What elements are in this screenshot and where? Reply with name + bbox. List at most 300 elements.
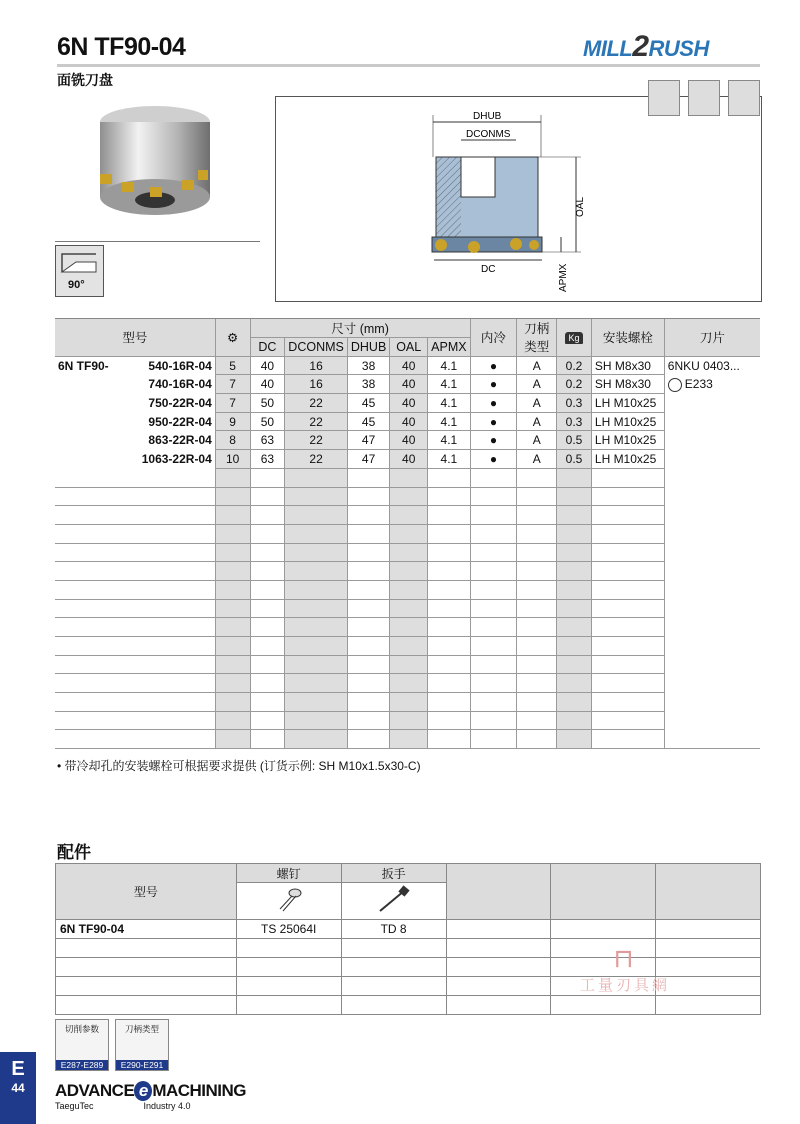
dim-label-dconms: DCONMS <box>466 129 511 140</box>
cell-apmx <box>428 580 470 599</box>
cell-oal <box>390 711 428 730</box>
dim-label-apmx: APMX <box>558 263 569 292</box>
table-row <box>55 412 760 431</box>
table-row <box>55 431 760 450</box>
cell-screw: SH M8x30 <box>591 356 664 375</box>
table-row <box>55 375 760 394</box>
cell-dc: 40 <box>250 356 285 375</box>
cell-z <box>215 730 250 749</box>
cell-dc <box>250 599 285 618</box>
cell-dc <box>250 730 285 749</box>
cell-dhub: 47 <box>347 450 389 469</box>
cell-dhub <box>347 618 389 637</box>
cell-oal <box>390 693 428 712</box>
cell-dhub <box>347 487 389 506</box>
model-prefix: 6N TF90- <box>58 358 109 373</box>
cell-screw <box>591 506 664 525</box>
cell-dc: 63 <box>250 450 285 469</box>
cell-z: 7 <box>215 394 250 413</box>
acc-screw: TS 25064I <box>236 920 341 939</box>
cell-insert <box>664 431 760 450</box>
cell-model <box>55 655 215 674</box>
cutting-data-ref: E287-E289 <box>56 1060 108 1070</box>
cell-insert <box>664 543 760 562</box>
cell-model <box>55 562 215 581</box>
cell-screw <box>591 693 664 712</box>
cell-z: 5 <box>215 356 250 375</box>
cell-z <box>215 524 250 543</box>
cell-insert <box>664 599 760 618</box>
empty-row <box>55 562 760 581</box>
cell-screw: SH M8x30 <box>591 375 664 394</box>
cell-dconms: 22 <box>285 394 348 413</box>
cell-dconms <box>285 524 348 543</box>
cell-apmx <box>428 599 470 618</box>
cell-insert <box>664 693 760 712</box>
cell-apmx <box>428 506 470 525</box>
cell-z <box>215 562 250 581</box>
weight-icon: Kg <box>565 332 582 344</box>
empty-row <box>55 711 760 730</box>
cell-insert <box>664 468 760 487</box>
cell-dconms <box>285 562 348 581</box>
cell-dhub <box>347 674 389 693</box>
cell-shank <box>517 674 557 693</box>
cell-dc <box>250 637 285 656</box>
cell-screw <box>591 543 664 562</box>
cell-apmx <box>428 655 470 674</box>
th-insert: 刀片 <box>664 319 760 357</box>
cell-screw: LH M10x25 <box>591 412 664 431</box>
watermark: ⊓ 工量刃具網 <box>580 943 671 994</box>
cell-coolant: ● <box>470 412 517 431</box>
dim-label-dhub: DHUB <box>473 111 502 122</box>
header-rule <box>57 64 760 67</box>
cell-shank <box>517 618 557 637</box>
th-apmx: APMX <box>428 338 470 357</box>
cell-apmx: 4.1 <box>428 394 470 413</box>
cell-model <box>55 693 215 712</box>
cell-apmx: 4.1 <box>428 356 470 375</box>
cell-dconms <box>285 674 348 693</box>
cell-model <box>55 394 215 413</box>
cell-dc <box>250 468 285 487</box>
angle-label: 90° <box>68 279 85 291</box>
cell-dc <box>250 524 285 543</box>
cell-oal <box>390 506 428 525</box>
cell-model <box>55 450 215 469</box>
page-title: 6N TF90-04 <box>57 33 186 61</box>
cell-coolant <box>470 543 517 562</box>
empty-row <box>55 580 760 599</box>
shank-type-link[interactable] <box>115 1019 169 1071</box>
advance-machining-logo: ADVANCE e MACHINING TaeguTec Industry 4.0 <box>55 1081 247 1111</box>
screw-icon <box>236 883 341 920</box>
cell-apmx <box>428 618 470 637</box>
model-code: 950-22R-04 <box>148 414 212 429</box>
acc-empty <box>446 920 551 939</box>
logo-sub: Industry 4.0 <box>143 1101 191 1111</box>
cell-shank <box>517 637 557 656</box>
cell-dconms <box>285 618 348 637</box>
cell-dconms <box>285 506 348 525</box>
cell-z <box>215 674 250 693</box>
cell-dconms: 16 <box>285 375 348 394</box>
empty-row <box>55 524 760 543</box>
page-number: 44 <box>11 1081 25 1095</box>
cell-dc <box>250 580 285 599</box>
cell-apmx <box>428 637 470 656</box>
slot-milling-icon <box>728 80 760 116</box>
cell-dc <box>250 487 285 506</box>
cell-dconms <box>285 468 348 487</box>
acc-th-empty <box>446 864 551 920</box>
cell-insert <box>664 524 760 543</box>
cell-apmx: 4.1 <box>428 431 470 450</box>
cell-shank <box>517 693 557 712</box>
acc-th-empty <box>551 864 656 920</box>
cell-screw <box>591 599 664 618</box>
cell-insert <box>664 506 760 525</box>
cell-oal <box>390 562 428 581</box>
dim-label-oal: OAL <box>575 196 586 217</box>
cell-shank <box>517 711 557 730</box>
cell-dc: 63 <box>250 431 285 450</box>
cell-kg <box>557 487 592 506</box>
empty-row <box>55 693 760 712</box>
cell-dhub <box>347 543 389 562</box>
wrench-icon <box>341 883 446 920</box>
cell-z: 9 <box>215 412 250 431</box>
model-code: 1063-22R-04 <box>141 451 212 466</box>
cell-shank <box>517 543 557 562</box>
cell-dc <box>250 693 285 712</box>
cell-dconms: 22 <box>285 450 348 469</box>
cell-insert <box>664 674 760 693</box>
cell-z <box>215 580 250 599</box>
cell-oal <box>390 618 428 637</box>
cell-shank: A <box>517 375 557 394</box>
cell-dc <box>250 543 285 562</box>
th-shank <box>517 319 557 357</box>
shank-type-ref: E290-E291 <box>116 1060 168 1070</box>
cell-oal: 40 <box>390 450 428 469</box>
cell-coolant: ● <box>470 431 517 450</box>
cell-z <box>215 543 250 562</box>
cell-screw: LH M10x25 <box>591 450 664 469</box>
cell-dhub: 47 <box>347 431 389 450</box>
cell-oal <box>390 468 428 487</box>
cell-z: 7 <box>215 375 250 394</box>
section-tab <box>0 1052 36 1124</box>
cell-dconms <box>285 487 348 506</box>
cell-apmx <box>428 524 470 543</box>
cell-kg <box>557 674 592 693</box>
divider <box>55 241 260 242</box>
cell-shank <box>517 580 557 599</box>
cell-dhub <box>347 580 389 599</box>
table-row <box>55 356 760 375</box>
insert-ref: E233 <box>684 376 713 391</box>
cell-apmx <box>428 711 470 730</box>
empty-row <box>55 487 760 506</box>
empty-row <box>55 655 760 674</box>
cell-coolant <box>470 618 517 637</box>
cell-kg <box>557 506 592 525</box>
cell-kg <box>557 693 592 712</box>
cell-z: 8 <box>215 431 250 450</box>
cell-coolant <box>470 524 517 543</box>
cell-model <box>55 375 215 394</box>
cell-oal <box>390 637 428 656</box>
cell-z <box>215 711 250 730</box>
th-dc: DC <box>250 338 285 357</box>
cell-z <box>215 487 250 506</box>
cell-z <box>215 637 250 656</box>
cell-kg: 0.3 <box>557 412 592 431</box>
cell-model <box>55 599 215 618</box>
cell-z <box>215 506 250 525</box>
acc-th-screw: 螺钉 <box>236 864 341 883</box>
cell-dhub <box>347 637 389 656</box>
cell-insert <box>664 618 760 637</box>
acc-th-wrench: 扳手 <box>341 864 446 883</box>
cell-coolant <box>470 599 517 618</box>
cell-kg <box>557 524 592 543</box>
th-screw: 安装螺栓 <box>591 319 664 357</box>
cell-shank <box>517 487 557 506</box>
cell-dconms <box>285 637 348 656</box>
cell-dhub: 45 <box>347 394 389 413</box>
model-code: 540-16R-04 <box>148 358 212 373</box>
cell-dhub: 45 <box>347 412 389 431</box>
cell-dhub <box>347 524 389 543</box>
cell-model <box>55 674 215 693</box>
logo-part: ADVANCE <box>55 1081 135 1100</box>
brand-logo-part: MILL <box>583 36 633 61</box>
cell-coolant <box>470 711 517 730</box>
cell-dhub <box>347 599 389 618</box>
cell-insert <box>664 562 760 581</box>
shoulder-milling-icon <box>648 80 680 116</box>
cell-dconms: 22 <box>285 412 348 431</box>
cell-coolant <box>470 580 517 599</box>
cell-dhub <box>347 655 389 674</box>
cell-shank: A <box>517 431 557 450</box>
cell-coolant <box>470 637 517 656</box>
cell-dconms <box>285 730 348 749</box>
empty-row <box>55 674 760 693</box>
cell-dc <box>250 562 285 581</box>
cell-model <box>55 431 215 450</box>
cell-kg <box>557 562 592 581</box>
insert-ref-link[interactable] <box>664 375 760 394</box>
cell-apmx: 4.1 <box>428 375 470 394</box>
watermark-text: 工量刃具網 <box>580 977 671 994</box>
cell-kg <box>557 468 592 487</box>
cell-model <box>55 711 215 730</box>
cell-apmx <box>428 730 470 749</box>
cell-dc <box>250 711 285 730</box>
brand-logo-part: RUSH <box>648 36 709 61</box>
cell-dconms <box>285 655 348 674</box>
cell-kg: 0.2 <box>557 375 592 394</box>
cell-coolant <box>470 506 517 525</box>
cell-apmx: 4.1 <box>428 450 470 469</box>
cell-model <box>55 487 215 506</box>
magnifier-icon <box>668 378 682 392</box>
cell-z <box>215 599 250 618</box>
cell-shank <box>517 506 557 525</box>
cell-dc <box>250 506 285 525</box>
cell-apmx <box>428 487 470 506</box>
cell-dconms: 16 <box>285 356 348 375</box>
th-dhub: DHUB <box>347 338 389 357</box>
acc-wrench: TD 8 <box>341 920 446 939</box>
cell-screw <box>591 524 664 543</box>
cell-z <box>215 468 250 487</box>
cell-model <box>55 524 215 543</box>
cell-coolant <box>470 487 517 506</box>
cutting-data-link[interactable] <box>55 1019 109 1071</box>
th-shank-b: 类型 <box>524 340 550 355</box>
cell-kg <box>557 599 592 618</box>
logo-sub: TaeguTec <box>55 1101 94 1111</box>
cell-shank: A <box>517 412 557 431</box>
cell-dhub <box>347 730 389 749</box>
empty-row <box>55 637 760 656</box>
cell-shank <box>517 730 557 749</box>
cell-kg: 0.5 <box>557 450 592 469</box>
cell-apmx <box>428 562 470 581</box>
cell-screw <box>591 711 664 730</box>
cell-dconms <box>285 693 348 712</box>
cell-apmx <box>428 674 470 693</box>
cell-shank: A <box>517 450 557 469</box>
acc-th-model: 型号 <box>56 864 237 920</box>
cell-kg: 0.2 <box>557 356 592 375</box>
cell-dhub <box>347 506 389 525</box>
cell-coolant <box>470 693 517 712</box>
cell-apmx <box>428 468 470 487</box>
cell-screw <box>591 674 664 693</box>
insert-name: 6NKU 0403... <box>664 356 760 375</box>
cell-model <box>55 580 215 599</box>
model-code: 863-22R-04 <box>148 433 212 448</box>
th-coolant: 内冷 <box>470 319 517 357</box>
cell-dhub <box>347 468 389 487</box>
model-code: 750-22R-04 <box>148 395 212 410</box>
cell-dc <box>250 618 285 637</box>
table-row <box>55 450 760 469</box>
cell-shank: A <box>517 356 557 375</box>
th-weight <box>557 319 592 357</box>
cell-model <box>55 637 215 656</box>
cell-oal: 40 <box>390 394 428 413</box>
logo-part: MACHINING <box>152 1081 247 1100</box>
dim-label-dc: DC <box>481 264 496 275</box>
empty-row <box>55 506 760 525</box>
th-oal: OAL <box>390 338 428 357</box>
cell-coolant <box>470 562 517 581</box>
empty-row <box>55 730 760 749</box>
cell-dconms <box>285 599 348 618</box>
cell-insert <box>664 487 760 506</box>
cell-model <box>55 730 215 749</box>
cell-dhub <box>347 693 389 712</box>
cell-model <box>55 356 215 375</box>
cell-shank <box>517 562 557 581</box>
cell-shank <box>517 655 557 674</box>
cell-shank <box>517 599 557 618</box>
cell-dconms <box>285 711 348 730</box>
cell-insert <box>664 655 760 674</box>
cell-apmx <box>428 693 470 712</box>
cell-insert <box>664 580 760 599</box>
cell-screw <box>591 580 664 599</box>
cell-screw: LH M10x25 <box>591 394 664 413</box>
cell-shank <box>517 468 557 487</box>
cell-model <box>55 543 215 562</box>
cell-shank <box>517 524 557 543</box>
cell-insert <box>664 412 760 431</box>
cell-dc <box>250 674 285 693</box>
cell-oal <box>390 655 428 674</box>
cell-screw <box>591 562 664 581</box>
cell-kg <box>557 711 592 730</box>
cell-apmx: 4.1 <box>428 412 470 431</box>
cell-model <box>55 506 215 525</box>
cell-screw: LH M10x25 <box>591 431 664 450</box>
acc-model: 6N TF90-04 <box>56 920 237 939</box>
empty-row <box>55 468 760 487</box>
cell-screw <box>591 730 664 749</box>
cell-kg <box>557 655 592 674</box>
cell-dhub: 38 <box>347 375 389 394</box>
teeth-icon: ⚙ <box>227 330 239 345</box>
table-row <box>55 394 760 413</box>
face-milling-icon <box>688 80 720 116</box>
accessories-title: 配件 <box>57 843 91 862</box>
th-model: 型号 <box>55 319 215 357</box>
cell-insert <box>664 637 760 656</box>
cell-apmx <box>428 543 470 562</box>
empty-row <box>55 599 760 618</box>
th-shank-a: 刀柄 <box>524 322 550 337</box>
cell-kg: 0.3 <box>557 394 592 413</box>
cell-oal <box>390 487 428 506</box>
cell-kg <box>557 618 592 637</box>
section-letter: E <box>11 1058 25 1080</box>
th-teeth <box>215 319 250 357</box>
brand-logo <box>583 30 709 64</box>
cell-dhub <box>347 711 389 730</box>
cell-model <box>55 618 215 637</box>
empty-row <box>55 543 760 562</box>
acc-empty <box>656 920 761 939</box>
cell-screw <box>591 487 664 506</box>
cell-screw <box>591 655 664 674</box>
cell-dhub: 38 <box>347 356 389 375</box>
cell-kg <box>557 580 592 599</box>
shank-type-label: 刀柄类型 <box>124 1024 159 1034</box>
cell-kg <box>557 543 592 562</box>
cell-coolant <box>470 655 517 674</box>
cell-kg <box>557 730 592 749</box>
cell-oal: 40 <box>390 412 428 431</box>
cell-screw <box>591 618 664 637</box>
cell-dc <box>250 655 285 674</box>
